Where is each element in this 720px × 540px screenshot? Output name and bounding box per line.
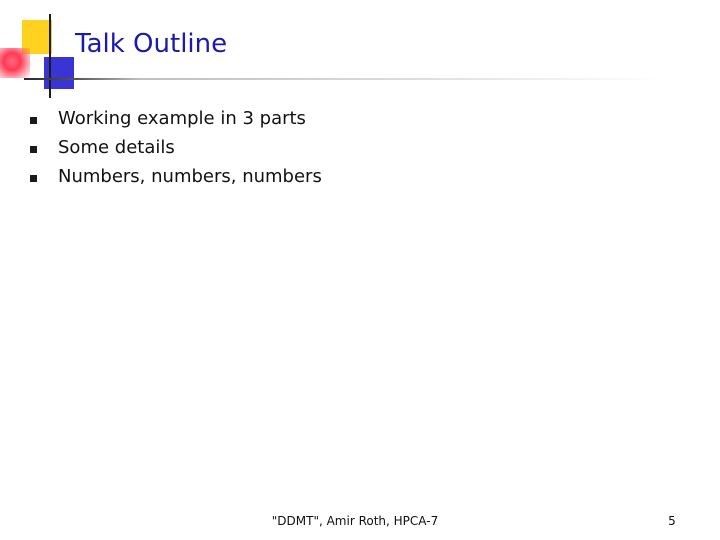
bullet-text: Numbers, numbers, numbers [58, 166, 322, 187]
bullet-square-icon [30, 117, 37, 124]
bullet-square-icon [30, 175, 37, 182]
page-number: 5 [668, 514, 676, 528]
bullet-text: Working example in 3 parts [58, 108, 306, 129]
title-underline [24, 78, 664, 80]
list-item [0, 106, 700, 135]
bullet-list [0, 106, 700, 193]
list-item [0, 135, 700, 164]
slide-title: Talk Outline [75, 29, 228, 59]
bullet-text: Some details [58, 137, 175, 158]
list-item [0, 164, 700, 193]
bullet-square-icon [30, 146, 37, 153]
red-square [0, 48, 30, 78]
vertical-rule [49, 14, 51, 98]
footer-citation: "DDMT", Amir Roth, HPCA-7 [271, 514, 439, 528]
